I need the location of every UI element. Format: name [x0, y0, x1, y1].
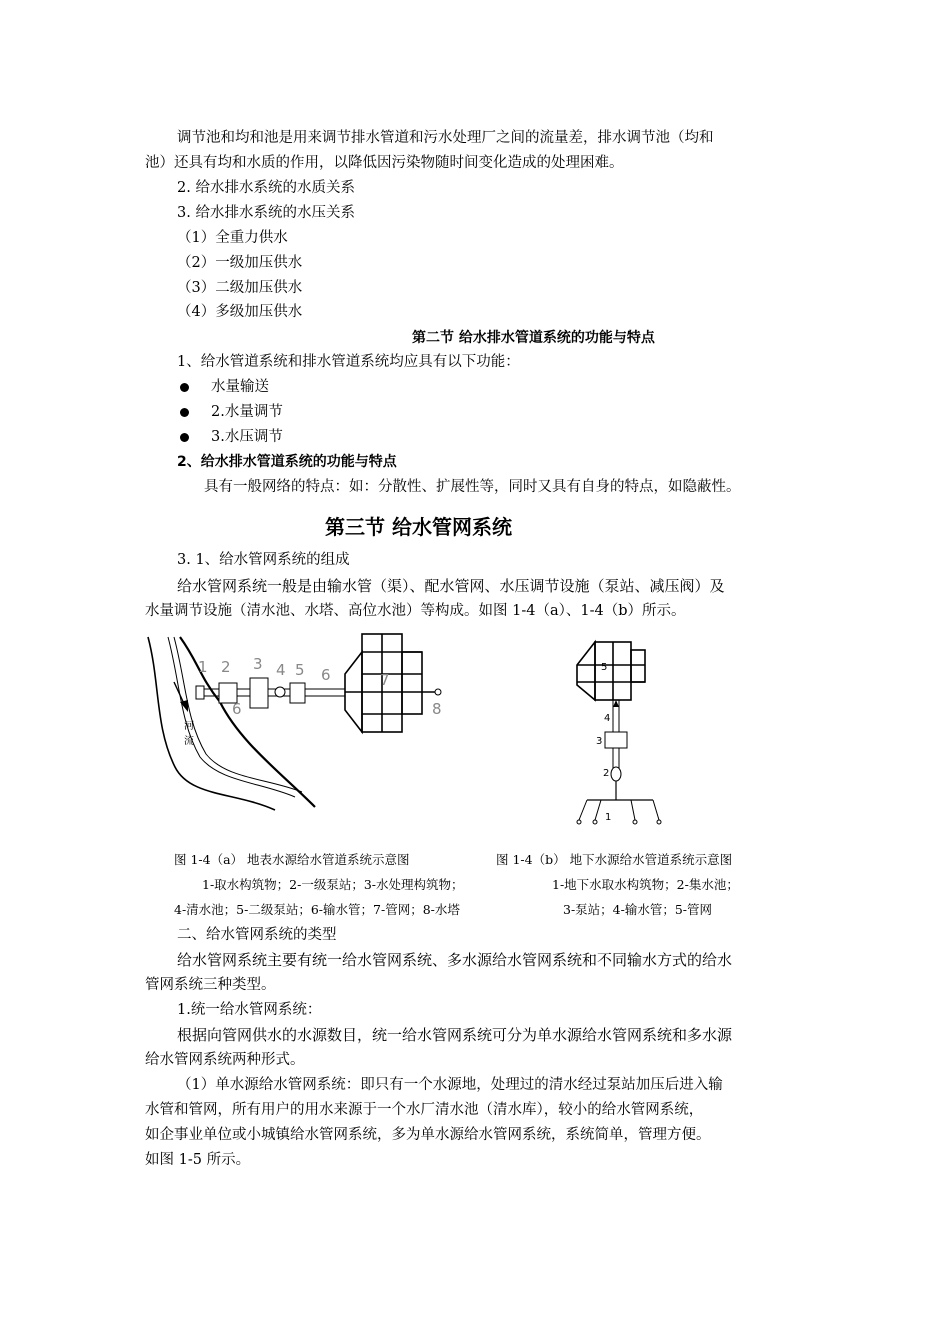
- fig-b-label: 4: [604, 713, 611, 724]
- section2-point-2: 2、给水排水管道系统的功能与特点: [177, 454, 397, 470]
- intro-item-2: 2. 给水排水系统的水质关系: [177, 180, 355, 196]
- fig-a-label: 1: [198, 658, 208, 676]
- fig-b-label: 5: [601, 662, 608, 673]
- intro-line-2: 池）还具有均和水质的作用，以降低因污染物随时间变化造成的处理困难。: [145, 155, 624, 171]
- intro-item-3: 3. 给水排水系统的水压关系: [177, 205, 355, 221]
- figure-a-legend-1: 1-取水构筑物；2-一级泵站；3-水处理构筑物；: [202, 877, 464, 892]
- bullet-icon: [180, 433, 189, 442]
- section3-para-1b: 水量调节设施（清水池、水塔、高位水池）等构成。如图 1-4（a）、1-4（b）所示。: [145, 603, 686, 619]
- types-heading: 二、给水管网系统的类型: [177, 927, 337, 943]
- intro-sub-2: （2）一级加压供水: [177, 255, 303, 271]
- types-para-1a: 给水管网系统主要有统一给水管网系统、多水源给水管网系统和不同输水方式的给水: [177, 951, 733, 969]
- types-item-1: 1.统一给水管网系统：: [177, 1002, 322, 1018]
- fig-a-label: 8: [432, 700, 442, 718]
- section2-point-1: 1、给水管道系统和排水管道系统均应具有以下功能：: [177, 354, 520, 370]
- fig-a-label: 7: [380, 671, 390, 689]
- bullet-icon: [180, 408, 189, 417]
- section3-subheading: 3. 1、给水管网系统的组成: [177, 552, 350, 568]
- intro-sub-4: （4）多级加压供水: [177, 304, 303, 320]
- section3-title: 第三节 给水管网系统: [325, 515, 512, 539]
- section2-point-2-text: 具有一般网络的特点：如：分散性、扩展性等，同时又具有自身的特点，如隐蔽性。: [204, 479, 741, 495]
- bullet-icon: [180, 383, 189, 392]
- bullet-item-1: 水量输送: [211, 379, 269, 395]
- types-para-2a: 根据向管网供水的水源数目，统一给水管网系统可分为单水源给水管网系统和多水源: [177, 1026, 733, 1044]
- fig-a-label: 6: [232, 700, 242, 718]
- figure-1-4a-diagram: [140, 632, 460, 822]
- types-para-3a: （1）单水源给水管网系统：即只有一个水源地，处理过的清水经过泵站加压后进入输: [177, 1077, 723, 1093]
- types-para-2b: 给水管网系统两种形式。: [145, 1052, 305, 1068]
- intro-line-1: 调节池和均和池是用来调节排水管道和污水处理厂之间的流量差，排水调节池（均和: [177, 130, 714, 146]
- types-para-3b: 水管和管网，所有用户的用水来源于一个水厂清水池（清水库），较小的给水管网系统，: [145, 1102, 704, 1118]
- bullet-item-2: 2.水量调节: [211, 404, 283, 420]
- fig-b-label: 1: [605, 812, 612, 823]
- figure-1-4b-diagram: [565, 640, 675, 825]
- figure-b-caption: 图 1-4（b） 地下水源给水管道系统示意图: [496, 852, 733, 867]
- figure-a-caption: 图 1-4（a） 地表水源给水管道系统示意图: [174, 852, 410, 867]
- types-para-3d: 如图 1-5 所示。: [145, 1152, 251, 1168]
- fig-a-label: 6: [321, 666, 331, 684]
- fig-a-label: 3: [253, 655, 263, 673]
- bullet-item-3: 3.水压调节: [211, 429, 283, 445]
- section3-para-1a: 给水管网系统一般是由输水管（渠）、配水管网、水压调节设施（泵站、减压阀）及: [177, 577, 725, 595]
- river-label: 河: [184, 721, 194, 732]
- fig-a-label: 2: [221, 658, 231, 676]
- fig-a-label: 5: [295, 661, 305, 679]
- fig-a-label: 4: [276, 661, 286, 679]
- intro-sub-1: （1）全重力供水: [177, 230, 288, 246]
- types-para-1b: 管网系统三种类型。: [145, 977, 276, 993]
- river-label-2: 流: [184, 736, 194, 747]
- figure-b-legend-2: 3-泵站；4-输水管；5-管网: [563, 902, 713, 917]
- fig-b-label: 2: [603, 768, 610, 779]
- figure-b-legend-1: 1-地下水取水构筑物；2-集水池；: [552, 877, 739, 892]
- figure-a-legend-2: 4-清水池；5-二级泵站；6-输水管；7-管网；8-水塔: [174, 902, 460, 917]
- types-para-3c: 如企事业单位或小城镇给水管网系统，多为单水源给水管网系统，系统简单，管理方便。: [145, 1127, 711, 1143]
- fig-b-label: 3: [596, 736, 603, 747]
- intro-sub-3: （3）二级加压供水: [177, 280, 303, 296]
- section2-title: 第二节 给水排水管道系统的功能与特点: [412, 330, 655, 346]
